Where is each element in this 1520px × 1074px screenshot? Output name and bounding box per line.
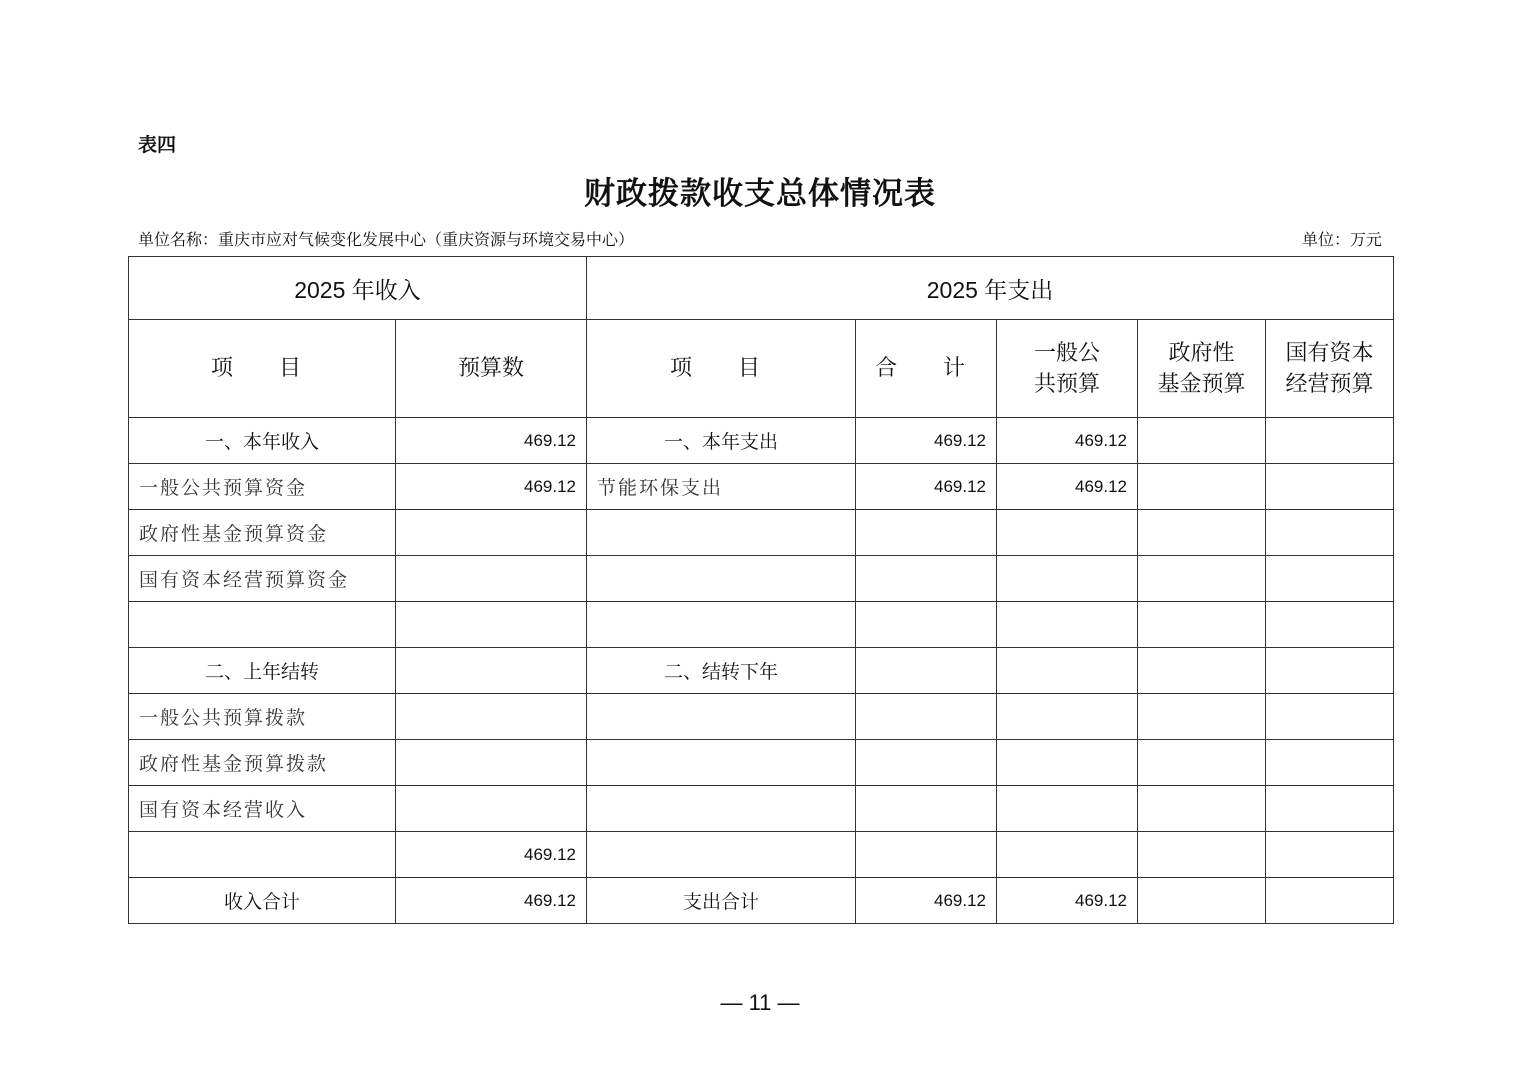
expense-item-cell: 一、本年支出: [587, 418, 856, 464]
table-row: [129, 832, 1394, 878]
fund-budget-cell: [1138, 648, 1266, 694]
income-item-cell: 一般公共预算资金: [129, 464, 396, 510]
fund-budget-cell: [1138, 556, 1266, 602]
general-budget-cell: [997, 648, 1138, 694]
state-capital-budget-cell: [1266, 832, 1394, 878]
expense-total-cell: [856, 556, 997, 602]
fund-budget-cell: [1138, 602, 1266, 648]
income-item-cell: 政府性基金预算资金: [129, 510, 396, 556]
income-item-cell: 一、本年收入: [129, 418, 396, 464]
general-budget-cell: 469.12: [997, 464, 1138, 510]
expense-item-cell: [587, 510, 856, 556]
expense-item-cell: [587, 602, 856, 648]
expense-total-cell: [856, 832, 997, 878]
state-capital-budget-cell: [1266, 464, 1394, 510]
fund-budget-header: 政府性 基金预算: [1138, 320, 1266, 418]
table-row: [129, 694, 1394, 740]
table-label: 表四: [138, 134, 177, 156]
income-item-header: 项 目: [129, 320, 396, 418]
expense-item-cell: 节能环保支出: [587, 464, 856, 510]
expense-total-cell: [856, 648, 997, 694]
page-number: — 11 —: [720, 990, 800, 1015]
page-title: 财政拨款收支总体情况表: [584, 176, 936, 212]
income-budget-cell: [396, 602, 587, 648]
table-row: [129, 786, 1394, 832]
state-capital-budget-total-value: [1266, 878, 1394, 924]
expense-item-cell: 二、结转下年: [587, 648, 856, 694]
general-budget-cell: [997, 832, 1138, 878]
income-section-header: 2025 年收入: [129, 257, 587, 320]
fund-budget-cell: [1138, 832, 1266, 878]
state-capital-budget-cell: [1266, 694, 1394, 740]
table-row: [129, 510, 1394, 556]
general-budget-cell: [997, 510, 1138, 556]
income-total-value: 469.12: [396, 878, 587, 924]
state-capital-budget-cell: [1266, 602, 1394, 648]
expense-total-cell: 469.12: [856, 464, 997, 510]
expense-total-value: 469.12: [856, 878, 997, 924]
table-row: [129, 464, 1394, 510]
fund-budget-total-value: [1138, 878, 1266, 924]
general-budget-header: 一般公 共预算: [997, 320, 1138, 418]
table-row: [129, 740, 1394, 786]
expense-item-cell: [587, 556, 856, 602]
table-row: [129, 556, 1394, 602]
expense-total-cell: [856, 694, 997, 740]
table-row: [129, 602, 1394, 648]
income-budget-cell: 469.12: [396, 464, 587, 510]
state-capital-budget-cell: [1266, 648, 1394, 694]
expense-item-cell: [587, 694, 856, 740]
total-row: [129, 878, 1394, 924]
general-budget-cell: [997, 740, 1138, 786]
state-capital-budget-cell: [1266, 786, 1394, 832]
column-header-row: [129, 320, 1394, 418]
expense-total-cell: [856, 740, 997, 786]
income-budget-cell: 469.12: [396, 832, 587, 878]
expense-section-header: 2025 年支出: [587, 257, 1394, 320]
income-item-cell: 一般公共预算拨款: [129, 694, 396, 740]
expense-item-cell: [587, 740, 856, 786]
general-budget-cell: 469.12: [997, 418, 1138, 464]
general-budget-total-value: 469.12: [997, 878, 1138, 924]
income-item-cell: [129, 602, 396, 648]
state-capital-budget-cell: [1266, 510, 1394, 556]
expense-total-cell: 469.12: [856, 418, 997, 464]
general-budget-cell: [997, 602, 1138, 648]
unit-label: 单位：万元: [1301, 230, 1382, 249]
budget-table: [128, 256, 1394, 924]
income-budget-cell: [396, 786, 587, 832]
state-capital-budget-cell: [1266, 556, 1394, 602]
fund-budget-cell: [1138, 464, 1266, 510]
expense-total-header: 合 计: [856, 320, 997, 418]
fund-budget-cell: [1138, 418, 1266, 464]
expense-total-cell: [856, 602, 997, 648]
income-budget-cell: [396, 648, 587, 694]
state-capital-budget-cell: [1266, 418, 1394, 464]
general-budget-cell: [997, 556, 1138, 602]
income-total-label: 收入合计: [129, 878, 396, 924]
income-item-cell: 政府性基金预算拨款: [129, 740, 396, 786]
expense-total-cell: [856, 510, 997, 556]
fund-budget-cell: [1138, 786, 1266, 832]
state-capital-budget-header: 国有资本 经营预算: [1266, 320, 1394, 418]
expense-total-cell: [856, 786, 997, 832]
income-item-cell: 二、上年结转: [129, 648, 396, 694]
fund-budget-cell: [1138, 740, 1266, 786]
general-budget-cell: [997, 694, 1138, 740]
fund-budget-cell: [1138, 694, 1266, 740]
state-capital-budget-cell: [1266, 740, 1394, 786]
income-item-cell: 国有资本经营收入: [129, 786, 396, 832]
income-budget-cell: [396, 694, 587, 740]
table-row: [129, 648, 1394, 694]
general-budget-cell: [997, 786, 1138, 832]
expense-total-label: 支出合计: [587, 878, 856, 924]
income-budget-cell: 469.12: [396, 418, 587, 464]
expense-item-cell: [587, 832, 856, 878]
unit-name: 单位名称：重庆市应对气候变化发展中心（重庆资源与环境交易中心）: [138, 230, 635, 249]
income-item-cell: 国有资本经营预算资金: [129, 556, 396, 602]
fund-budget-cell: [1138, 510, 1266, 556]
income-budget-cell: [396, 556, 587, 602]
income-budget-header: 预算数: [396, 320, 587, 418]
income-item-cell: [129, 832, 396, 878]
income-budget-cell: [396, 740, 587, 786]
table-row: [129, 418, 1394, 464]
expense-item-cell: [587, 786, 856, 832]
expense-item-header: 项 目: [587, 320, 856, 418]
section-header-row: [129, 257, 1394, 320]
income-budget-cell: [396, 510, 587, 556]
